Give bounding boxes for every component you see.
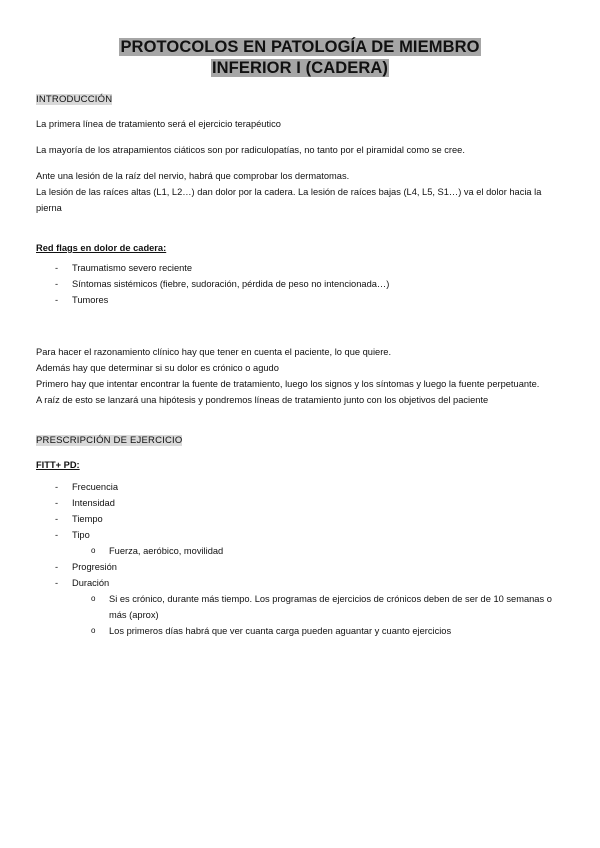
- sub-list-item: o Si es crónico, durante más tiempo. Los programas de ejercicios de crónicos deben de ser de 10 semanas o más (aprox): [91, 594, 552, 620]
- prescripcion-heading-row: [36, 432, 564, 449]
- intro-paragraph-2: La mayoría de los atrapamientos ciáticos son por radiculopatías, no tanto por el piramidal como se cree.: [36, 145, 465, 155]
- title-line-1: PROTOCOLOS EN PATOLOGÍA DE MIEMBRO: [120, 38, 480, 56]
- title-line-2: INFERIOR I (CADERA): [211, 59, 389, 77]
- list-item: - Tumores: [55, 295, 109, 305]
- reasoning-line-4: A raíz de esto se lanzará una hipótesis y pondremos líneas de tratamiento junto con los objetivos del paciente: [36, 395, 489, 405]
- tipo-sublist: [36, 543, 564, 559]
- reasoning-line-1: Para hacer el razonamiento clínico hay que tener en cuenta el paciente, lo que quiere.: [36, 347, 392, 357]
- list-item: - Traumatismo severo reciente: [55, 263, 193, 273]
- intro-heading-row: [36, 91, 564, 108]
- document-page: [36, 36, 564, 639]
- list-item: - Progresión: [55, 562, 117, 572]
- list-item: - Duración: [55, 578, 110, 588]
- list-item: - Intensidad: [55, 498, 115, 508]
- fitt-heading: FITT+ PD:: [36, 460, 80, 470]
- sub-list-item: o Fuerza, aeróbico, movilidad: [91, 546, 224, 556]
- document-title: [36, 36, 564, 79]
- intro-paragraph-3a: Ante una lesión de la raíz del nervio, habrá que comprobar los dermatomas.: [36, 171, 350, 181]
- fitt-list: [36, 479, 564, 543]
- list-item: - Tipo: [55, 530, 90, 540]
- fitt-list-continued: [36, 559, 564, 591]
- list-item: - Síntomas sistémicos (fiebre, sudoración, pérdida de peso no intencionada…): [55, 279, 390, 289]
- reasoning-line-3: Primero hay que intentar encontrar la fuente de tratamiento, luego los signos y los síntomas y luego la fuente perpetuante.: [36, 379, 540, 389]
- intro-paragraph-3b: La lesión de las raíces altas (L1, L2…) dan dolor por la cadera. La lesión de raíces bajas (L4, L5, S1…) va el dolor hacia la pierna: [36, 187, 542, 213]
- red-flags-heading: Red flags en dolor de cadera:: [36, 243, 167, 253]
- duracion-sublist: [36, 591, 564, 639]
- intro-paragraph-1: La primera línea de tratamiento será el ejercicio terapéutico: [36, 119, 281, 129]
- list-item: - Frecuencia: [55, 482, 118, 492]
- list-item: - Tiempo: [55, 514, 103, 524]
- intro-heading: INTRODUCCIÓN: [36, 94, 113, 105]
- red-flags-list: [36, 260, 564, 308]
- sub-list-item: o Los primeros días habrá que ver cuanta carga pueden aguantar y cuanto ejercicios: [91, 626, 452, 636]
- prescripcion-heading: PRESCRIPCIÓN DE EJERCICIO: [36, 435, 183, 446]
- reasoning-line-2: Además hay que determinar si su dolor es crónico o agudo: [36, 363, 279, 373]
